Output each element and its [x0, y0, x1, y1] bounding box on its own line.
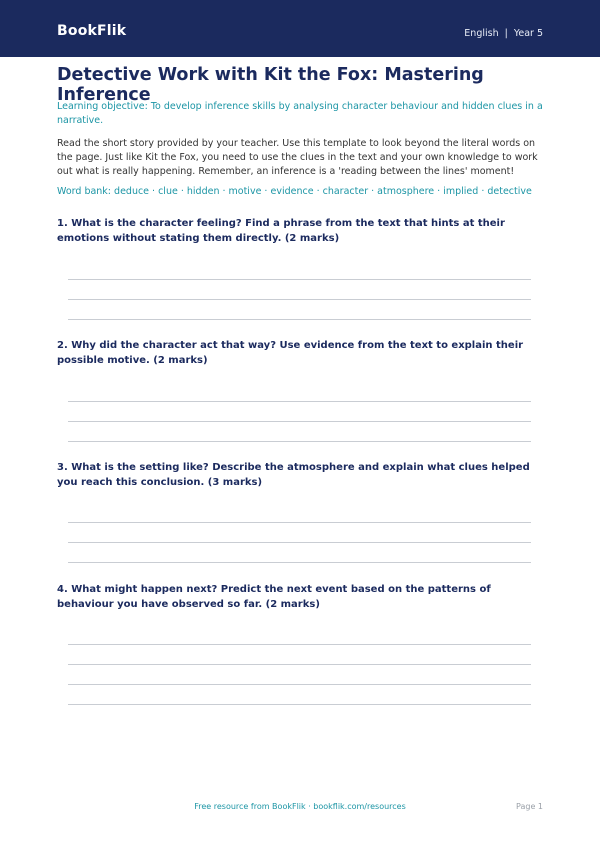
- footer-link[interactable]: Free resource from BookFlik · bookflik.com/resources: [194, 802, 406, 811]
- question-1: 1. What is the character feeling? Find a phrase from the text that hints at their emotions without stating them directly. (2 marks): [57, 218, 505, 244]
- page-number: Page 1: [516, 802, 543, 811]
- answer-line[interactable]: [68, 684, 531, 685]
- year-label: Year 5: [513, 28, 543, 39]
- question-2: 2. Why did the character act that way? Use evidence from the text to explain their possible motive. (2 marks): [57, 340, 524, 366]
- question-4: 4. What might happen next? Predict the next event based on the patterns of behaviour you have observed so far. (2 marks): [57, 584, 491, 610]
- answer-line[interactable]: [68, 522, 531, 523]
- subject-label: English: [464, 28, 499, 39]
- learning-objective: Learning objective: To develop inference skills by analysing character behaviour and hidden clues in a narrative.: [57, 101, 543, 126]
- intro-paragraph: Read the short story provided by your teacher. Use this template to look beyond the literal words on the page. Just like Kit the Fox, you need to use the clues in the text and your own knowledge to work out what is really happening. Remember, an inference is a 'reading between the lines' moment!: [57, 138, 538, 177]
- answer-line[interactable]: [68, 319, 531, 320]
- header-bar: [0, 0, 600, 57]
- answer-line[interactable]: [68, 664, 531, 665]
- page-title: Detective Work with Kit the Fox: Mastering Inference: [57, 65, 484, 105]
- question-3: 3. What is the setting like? Describe the atmosphere and explain what clues helped you reach this conclusion. (3 marks): [57, 462, 530, 488]
- answer-line[interactable]: [68, 401, 531, 402]
- word-bank: Word bank: deduce · clue · hidden · motive · evidence · character · atmosphere · implied · detective: [57, 186, 532, 197]
- meta-separator: |: [504, 28, 508, 39]
- answer-line[interactable]: [68, 562, 531, 563]
- answer-line[interactable]: [68, 542, 531, 543]
- header-meta: [464, 28, 543, 39]
- answer-line[interactable]: [68, 644, 531, 645]
- answer-line[interactable]: [68, 299, 531, 300]
- answer-line[interactable]: [68, 279, 531, 280]
- answer-line[interactable]: [68, 704, 531, 705]
- answer-line[interactable]: [68, 421, 531, 422]
- answer-line[interactable]: [68, 441, 531, 442]
- brand-logo[interactable]: BookFlik: [57, 23, 127, 39]
